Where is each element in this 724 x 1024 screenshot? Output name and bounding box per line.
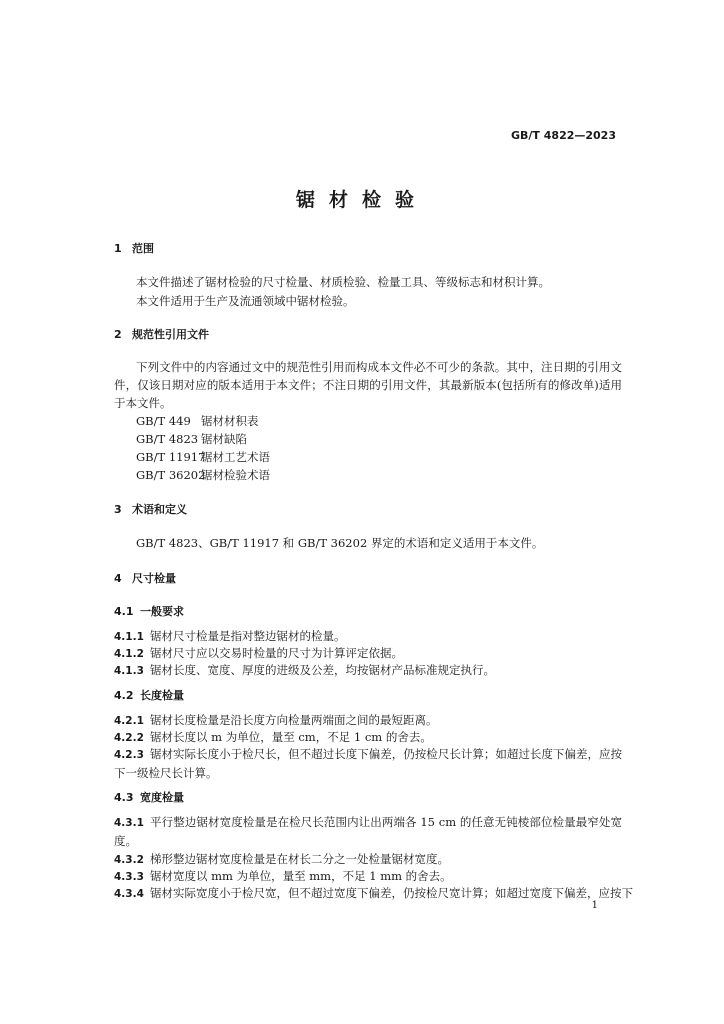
- clause-text: 锯材长度以 m 为单位，量至 cm，不足 1 cm 的舍去。: [150, 730, 432, 744]
- subsection-title: 一般要求: [140, 605, 184, 618]
- clause-number: 4.1.2: [114, 648, 144, 660]
- clause: [114, 628, 346, 644]
- section-number: 4: [114, 572, 122, 585]
- reference-item: [136, 467, 270, 483]
- reference-name: 锯材缺陷: [201, 432, 247, 446]
- clause-number: 4.3.2: [114, 854, 144, 866]
- clause: [114, 868, 452, 884]
- clause-text: 锯材实际宽度小于检尺宽，但不超过宽度下偏差，仍按检尺宽计算；如超过宽度下偏差，应按下: [150, 886, 633, 900]
- section-3-heading: [114, 501, 187, 517]
- section-number: 3: [114, 503, 122, 516]
- clause: [114, 851, 449, 867]
- subsection-number: 4.2: [114, 689, 134, 702]
- clause-text: 锯材尺寸应以交易时检量的尺寸为计算评定依据。: [150, 646, 403, 660]
- clause: [114, 813, 622, 850]
- clause-text: 锯材长度、宽度、厚度的进级及公差，均按锯材产品标准规定执行。: [150, 663, 495, 677]
- section-number: 1: [114, 242, 122, 255]
- clause: [114, 729, 432, 745]
- clause: [114, 745, 622, 782]
- clause-text: 平行整边锯材宽度检量是在检尺长范围内让出两端各 15 cm 的任意无钝棱部位检量最窄处宽度。: [114, 815, 622, 848]
- clause: [114, 712, 438, 728]
- subsection-4-3-heading: [114, 789, 184, 805]
- section-number: 2: [114, 328, 122, 341]
- subsection-4-2-heading: [114, 687, 184, 703]
- section-1-heading: [114, 240, 154, 256]
- reference-item: [136, 413, 259, 429]
- reference-code: GB/T 36202: [136, 468, 206, 482]
- reference-code: GB/T 4823: [136, 432, 199, 446]
- reference-item: [136, 431, 247, 447]
- section-2-heading: [114, 326, 209, 342]
- clause-number: 4.2.1: [114, 715, 144, 727]
- document-title: 锯材检验: [295, 189, 428, 211]
- subsection-number: 4.3: [114, 791, 134, 804]
- clause-number: 4.3.1: [114, 817, 144, 829]
- clause-number: 4.2.2: [114, 732, 144, 744]
- subsection-title: 宽度检量: [140, 791, 184, 804]
- clause-number: 4.3.3: [114, 871, 144, 883]
- paragraph: GB/T 4823、GB/T 11917 和 GB/T 36202 界定的术语和定义适用于本文件。: [136, 536, 544, 550]
- clause: [114, 662, 495, 678]
- paragraph: 下列文件中的内容通过文中的规范性引用而构成本文件必不可少的条款。其中，注日期的引用文件，仅该日期对应的版本适用于本文件；不注日期的引用文件，其最新版本(包括所有的修改单)适用于本文件。: [114, 360, 622, 410]
- reference-code: GB/T 11917: [136, 450, 206, 464]
- clause: [114, 645, 403, 661]
- reference-code: GB/T 449: [136, 414, 191, 428]
- subsection-title: 长度检量: [140, 689, 184, 702]
- paragraph: 本文件描述了锯材检验的尺寸检量、材质检验、检量工具、等级标志和材积计算。: [136, 275, 550, 289]
- reference-name: 锯材工艺术语: [201, 450, 270, 464]
- clause-number: 4.2.3: [114, 749, 144, 761]
- reference-item: [136, 449, 270, 465]
- clause-text: 锯材尺寸检量是指对整边锯材的检量。: [150, 629, 346, 643]
- clause-text: 锯材宽度以 mm 为单位，量至 mm，不足 1 mm 的舍去。: [150, 869, 452, 883]
- page-number: 1: [591, 900, 598, 911]
- section-4-heading: [114, 570, 176, 586]
- subsection-number: 4.1: [114, 605, 134, 618]
- clause-text: 锯材实际长度小于检尺长，但不超过长度下偏差，仍按检尺长计算；如超过长度下偏差，应按下一级检尺长计算。: [114, 747, 622, 780]
- section-title: 术语和定义: [132, 503, 187, 516]
- section-title: 尺寸检量: [132, 572, 176, 585]
- clause-text: 锯材长度检量是沿长度方向检量两端面之间的最短距离。: [150, 713, 438, 727]
- clause-text: 梯形整边锯材宽度检量是在材长二分之一处检量锯材宽度。: [150, 852, 449, 866]
- section-title: 规范性引用文件: [132, 328, 209, 341]
- standard-number: GB/T 4822—2023: [511, 129, 616, 142]
- reference-name: 锯材材积表: [201, 414, 259, 428]
- clause: [114, 885, 633, 901]
- clause-number: 4.3.4: [114, 888, 144, 900]
- reference-name: 锯材检验术语: [201, 468, 270, 482]
- subsection-4-1-heading: [114, 603, 184, 619]
- section-title: 范围: [132, 242, 154, 255]
- clause-number: 4.1.3: [114, 665, 144, 677]
- clause-number: 4.1.1: [114, 631, 144, 643]
- paragraph: 本文件适用于生产及流通领域中锯材检验。: [136, 294, 355, 308]
